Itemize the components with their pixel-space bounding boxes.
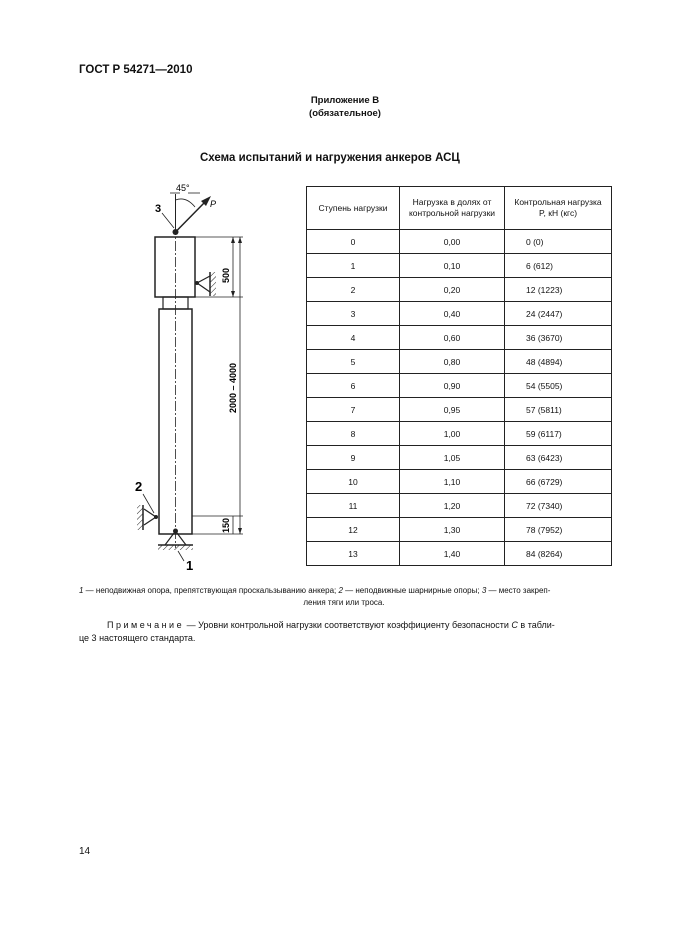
control-load-cell: 12 (1223) <box>505 278 612 302</box>
table-row <box>307 446 612 470</box>
table-row <box>307 398 612 422</box>
angle-arc <box>176 199 196 207</box>
control-load-cell: 72 (7340) <box>505 494 612 518</box>
fraction-cell: 1,20 <box>400 494 505 518</box>
step-cell: 9 <box>307 446 400 470</box>
angle-label: 45° <box>176 183 190 193</box>
control-load-cell: 63 (6423) <box>505 446 612 470</box>
fraction-cell: 1,40 <box>400 542 505 566</box>
dimension-label-total: 2000 – 4000 <box>228 362 238 413</box>
table-row <box>307 494 612 518</box>
fraction-cell: 0,10 <box>400 254 505 278</box>
table-row <box>307 542 612 566</box>
header-fraction: Нагрузка в долях от контрольной нагрузки <box>400 187 505 230</box>
table-row <box>307 230 612 254</box>
force-label: P <box>210 199 217 209</box>
step-cell: 6 <box>307 374 400 398</box>
step-cell: 4 <box>307 326 400 350</box>
step-cell: 8 <box>307 422 400 446</box>
table-row <box>307 254 612 278</box>
force-arrow-line <box>176 202 206 232</box>
table-row <box>307 350 612 374</box>
callout-1: 1 <box>186 558 194 573</box>
document-header: ГОСТ Р 54271—2010 <box>79 64 193 76</box>
fraction-cell: 0,80 <box>400 350 505 374</box>
control-load-cell: 57 (5811) <box>505 398 612 422</box>
anchor-head <box>155 237 195 297</box>
control-load-cell: 54 (5505) <box>505 374 612 398</box>
control-load-cell: 78 (7952) <box>505 518 612 542</box>
control-load-cell: 59 (6117) <box>505 422 612 446</box>
table-row <box>307 374 612 398</box>
step-cell: 5 <box>307 350 400 374</box>
fraction-cell: 0,90 <box>400 374 505 398</box>
appendix-status: (обязательное) <box>309 108 381 119</box>
callout-2: 2 <box>135 479 143 494</box>
table-row <box>307 470 612 494</box>
anchor-test-diagram <box>120 175 280 573</box>
step-cell: 0 <box>307 230 400 254</box>
step-cell: 10 <box>307 470 400 494</box>
control-load-cell: 24 (2447) <box>505 302 612 326</box>
dimension-label-top: 500 <box>221 267 231 283</box>
step-cell: 1 <box>307 254 400 278</box>
appendix-heading <box>0 94 690 120</box>
step-cell: 12 <box>307 518 400 542</box>
step-cell: 3 <box>307 302 400 326</box>
step-cell: 2 <box>307 278 400 302</box>
fraction-cell: 1,00 <box>400 422 505 446</box>
step-cell: 11 <box>307 494 400 518</box>
fraction-cell: 1,30 <box>400 518 505 542</box>
fraction-cell: 0,20 <box>400 278 505 302</box>
control-load-cell: 6 (612) <box>505 254 612 278</box>
scheme-title: Схема испытаний и нагружения анкеров АСЦ <box>200 152 460 164</box>
note-label: Примечание <box>107 620 185 630</box>
dimension-label-bottom: 150 <box>221 517 231 533</box>
fraction-cell: 0,95 <box>400 398 505 422</box>
table-row <box>307 278 612 302</box>
fraction-cell: 0,40 <box>400 302 505 326</box>
table-row <box>307 422 612 446</box>
figure-legend: 1 — неподвижная опора, препятствующая проскальзыванию анкера; 2 — неподвижные шарнирные опоры; 3 — место закреп- ления тяги или троса. <box>79 586 551 607</box>
control-load-cell: 48 (4894) <box>505 350 612 374</box>
fraction-cell: 1,10 <box>400 470 505 494</box>
load-steps-table <box>306 186 612 566</box>
callout-3: 3 <box>155 203 162 215</box>
step-cell: 13 <box>307 542 400 566</box>
control-load-cell: 84 (8264) <box>505 542 612 566</box>
appendix-title: Приложение В <box>310 95 380 106</box>
page-number: 14 <box>79 846 91 857</box>
table-row <box>307 518 612 542</box>
control-load-cell: 66 (6729) <box>505 470 612 494</box>
header-step: Ступень нагрузки <box>307 187 400 230</box>
note: Примечание — Уровни контрольной нагрузки соответствуют коэффициенту безопасности C в табли- це 3 настоящего стандарта. <box>79 620 555 643</box>
step-cell: 7 <box>307 398 400 422</box>
fraction-cell: 0,00 <box>400 230 505 254</box>
control-load-cell: 36 (3670) <box>505 326 612 350</box>
header-control-load: Контрольная нагрузка P, кН (кгс) <box>505 187 612 230</box>
table-row <box>307 302 612 326</box>
table-row <box>307 326 612 350</box>
fraction-cell: 1,05 <box>400 446 505 470</box>
control-load-cell: 0 (0) <box>505 230 612 254</box>
fraction-cell: 0,60 <box>400 326 505 350</box>
